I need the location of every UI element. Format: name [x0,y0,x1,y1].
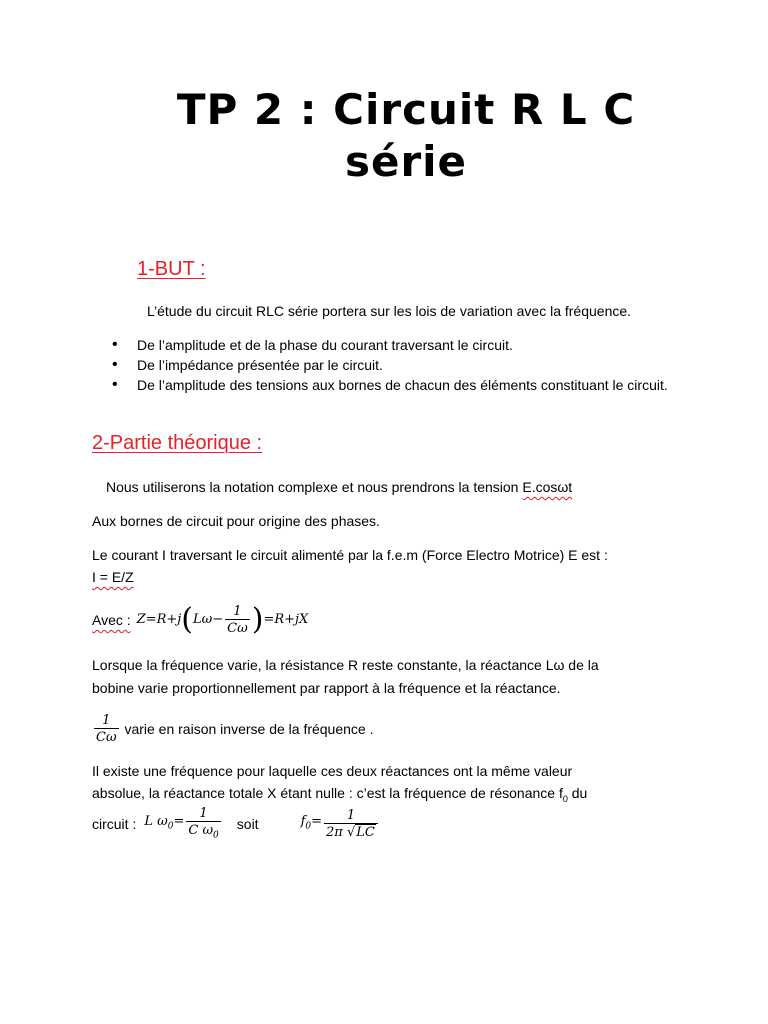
list-item: • De l’impédance présentée par le circuit. [110,355,710,375]
sqrt-radicand: LC [356,825,375,840]
resonance-text-b: du [567,785,588,801]
avec-label: Avec : [92,612,131,628]
paragraph-inverse [92,712,374,746]
resonance-lhs-text: L ω [144,813,168,829]
resonance-formula-row [92,804,380,844]
resonance-subscript: 0 [562,793,568,804]
denominator-2pi: 2π [326,825,347,840]
formula-z-rhs: =R+jX [263,612,309,627]
formula-z-inner: Lω− [193,612,224,627]
impedance-formula-row [92,600,308,640]
intro-paragraph: L’étude du circuit RLC série portera sur les lois de variation avec la fréquence. [147,303,632,319]
fraction-denominator [324,823,378,839]
paragraph-inverse-text: varie en raison inverse de la fréquence . [120,721,374,737]
circuit-label: circuit : [92,816,137,832]
section-heading-but: 1-BUT : [137,258,206,280]
list-item: • De l’amplitude des tensions aux bornes de chacun des éléments constituant le circuit. [110,375,677,395]
current-formula: I = E/Z [92,569,134,585]
section-heading-theory: 2-Partie théorique : [92,432,263,454]
fraction-denominator: Cω [96,730,117,745]
title-line-2: série [344,137,468,186]
resonance-lhs-subscript: 0 [167,821,174,832]
paragraph-frequency-line-1: Lorsque la fréquence varie, la résistance R reste constante, la réactance Lω de la [92,657,599,673]
denominator-text: C ω [188,823,214,839]
f0-lhs-text: f [300,813,306,829]
title-line-1: TP 2 : Circuit R L C [176,85,636,134]
formula-z-lhs: Z=R+j [136,612,182,627]
left-paren: ( [181,602,194,637]
f0-lhs-subscript: 0 [305,821,312,832]
paragraph-notation-text: Nous utiliserons la notation complexe et nous prendrons la tension [106,479,523,495]
right-paren: ) [251,602,264,637]
document-title [40,84,768,188]
soit-label: soit [236,816,259,832]
fraction-one-over-c-omega [225,605,250,635]
f0-equals: = [311,813,323,829]
paragraph-frequency-line-2: bobine varie proportionnellement par rapport à la fréquence et la réactance. [92,680,561,696]
sqrt-symbol: √ [346,825,356,840]
objectives-list [110,335,710,395]
paragraph-current-line-1: Le courant I traversant le circuit alimenté par la f.e.m (Force Electro Motrice) E est : [92,547,608,563]
resonance-text-a: absolue, la réactance totale X étant nulle : c’est la fréquence de résonance f [92,785,563,801]
fraction-one-over-c-omega0 [186,807,220,841]
fraction-numerator: 1 [102,713,111,728]
fraction-one-over-c-omega [94,714,119,744]
fraction-numerator: 1 [199,806,208,822]
fraction-f0 [324,809,378,839]
fraction-denominator: Cω [227,621,248,636]
resonance-equals: = [173,813,185,829]
list-item: • De l’amplitude et de la phase du courant traversant le circuit. [110,335,710,355]
fraction-denominator [186,821,220,841]
tension-expression: E.cosωt [522,479,573,495]
f0-lhs [301,811,322,838]
denominator-subscript: 0 [213,830,219,841]
paragraph-phases: Aux bornes de circuit pour origine des phases. [92,513,380,529]
resonance-lhs [144,811,184,838]
paragraph-resonance-line-1: Il existe une fréquence pour laquelle ces deux réactances ont la même valeur [92,763,573,779]
paragraph-notation [106,476,572,498]
fraction-numerator: 1 [346,808,356,823]
fraction-numerator: 1 [233,604,242,619]
